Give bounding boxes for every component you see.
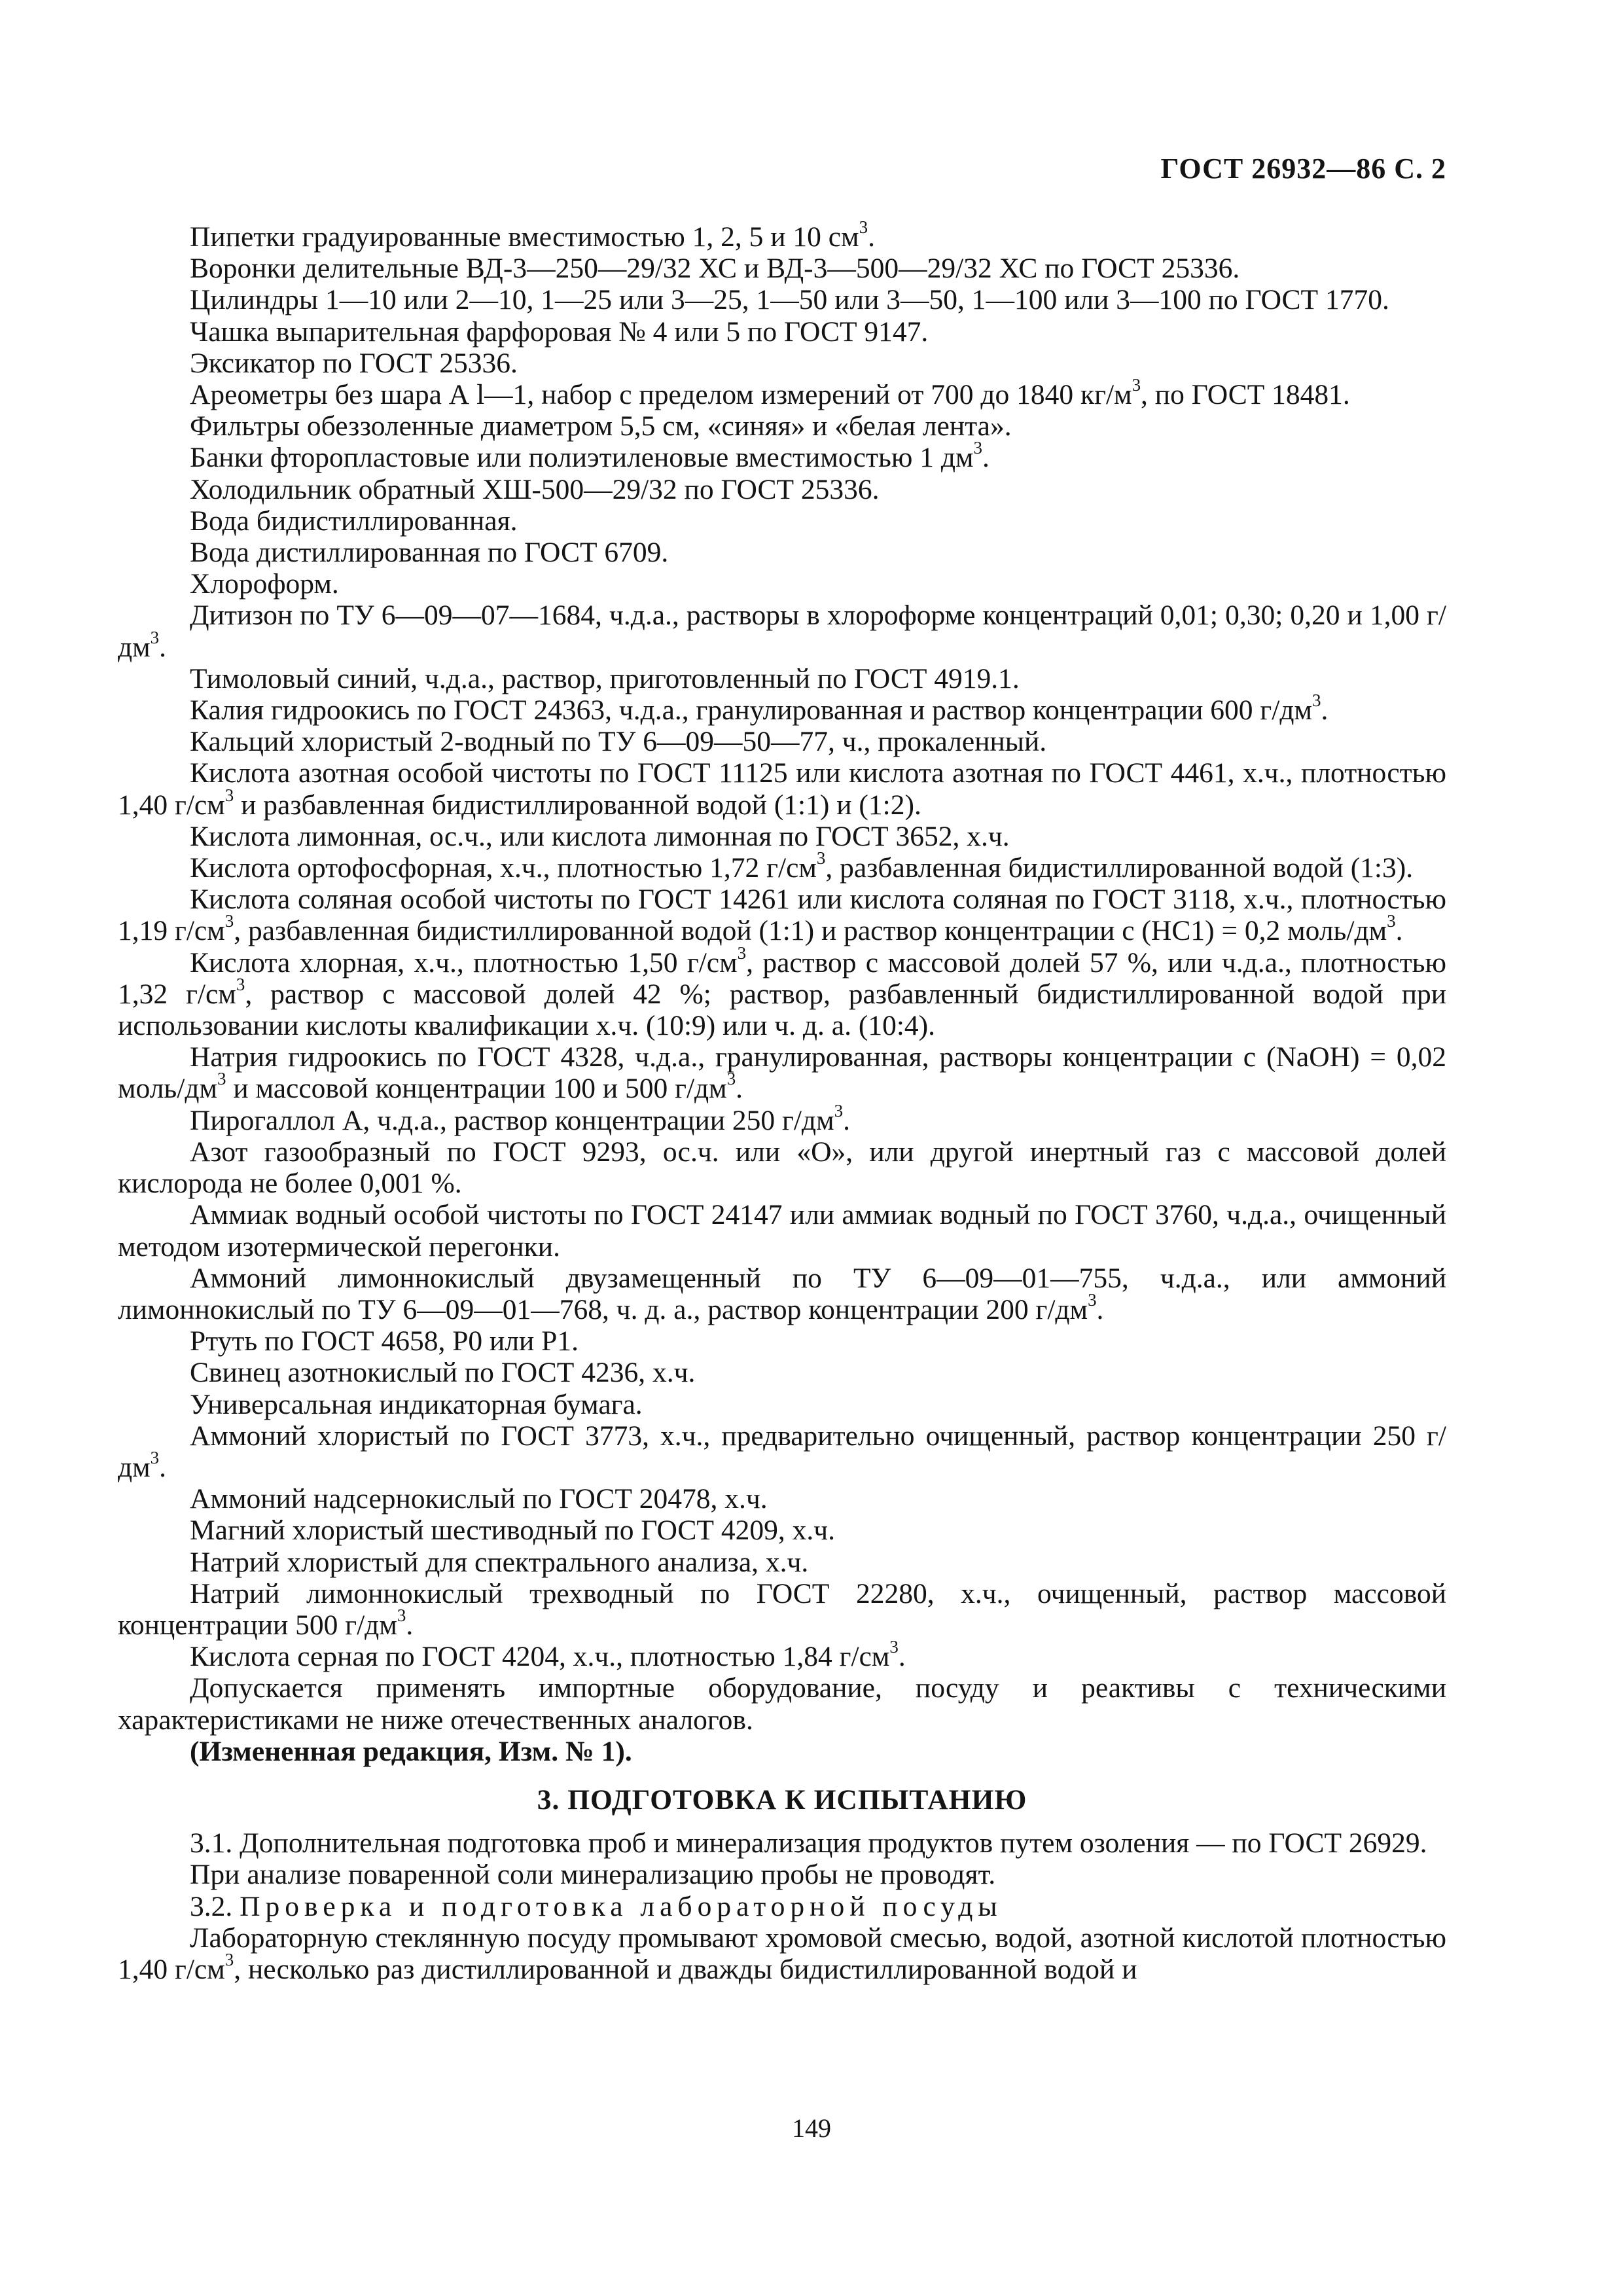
list-item: Натрия гидроокись по ГОСТ 4328, ч.д.а., гранулированная, растворы концентрации с (NaOH) = 0,02 моль/$дм^3$ и массовой концентрации 100 и 500 $г/дм^3$. [118, 1041, 1446, 1105]
list-item: Пирогаллол А, ч.д.а., раствор концентрации 250 $г/дм^3$. [190, 1100, 850, 1136]
list-item: Аммиак водный особой чистоты по ГОСТ 24147 или аммиак водный по ГОСТ 3760, ч.д.а., очищенный методом изотермической перегонки. [118, 1199, 1446, 1263]
subsection-title [118, 1891, 1446, 1922]
list-item: Чашка выпарительная фарфоровая № 4 или 5 по ГОСТ 9147. [190, 315, 929, 348]
list-item: Азот газообразный по ГОСТ 9293, ос.ч. или «О», или другой инертный газ с массовой долей кислорода не более 0,001 %. [118, 1136, 1446, 1200]
section-paragraph: 3.1. Дополнительная подготовка проб и минерализация продуктов путем озоления — по ГОСТ 26929. [190, 1827, 1427, 1859]
subsection-number: 3.2. [190, 1890, 233, 1922]
list-item: Магний хлористый шестиводный по ГОСТ 4209, х.ч. [190, 1515, 835, 1547]
list-item: Цилиндры 1—10 или 2—10, 1—25 или 3—25, 1—50 или 3—50, 1—100 или 3—100 по ГОСТ 1770. [190, 284, 1389, 316]
list-item: Кислота лимонная, ос.ч., или кислота лимонная по ГОСТ 3652, х.ч. [190, 820, 1010, 852]
list-item: Кислота хлорная, х.ч., плотностью 1,50 $г/см^3$, раствор с массовой долей 57 %, или ч.д.а., плотностью 1,32 $г/см^3$, раствор с массовой долей 42 %; раствор, разбавленный бидистиллированной водой при использовании кислоты квалификации х.ч. (10:9) или ч. д. а. (10:4). [118, 942, 1446, 1042]
document-body [118, 217, 1446, 1985]
list-item: Аммоний лимоннокислый двузамещенный по ТУ 6—09—01—755, ч.д.а., или аммоний лимоннокислый по ТУ 6—09—01—768, ч. д. а., раствор концентрации 200 $г/дм^3$. [118, 1262, 1446, 1325]
page-number: 149 [792, 2113, 831, 2143]
list-item: Натрий хлористый для спектрального анализа, х.ч. [190, 1546, 809, 1578]
list-item: Ареометры без шара А l—1, набор с пределом измерений от 700 до 1840 $кг/м^3$, по ГОСТ 18481. [190, 374, 1350, 411]
list-item: Вода дистиллированная по ГОСТ 6709. [190, 537, 669, 569]
section-paragraph: Лабораторную стеклянную посуду промывают хромовой смесью, водой, азотной кислотой плотностью 1,40 $г/см^3$, несколько раз дистиллированной и дважды бидистиллированной водой и [118, 1922, 1446, 1985]
reagent-list [118, 217, 1446, 1736]
list-item: Универсальная индикаторная бумага. [190, 1388, 643, 1420]
list-item: Воронки делительные ВД-3—250—29/32 ХС и ВД-3—500—29/32 ХС по ГОСТ 25336. [190, 253, 1240, 285]
section-heading: 3. ПОДГОТОВКА К ИСПЫТАНИЮ [537, 1784, 1027, 1816]
subsection-title-text: Проверка и подготовка лабораторной посуды [240, 1890, 1003, 1922]
list-item: Кислота азотная особой чистоты по ГОСТ 11125 или кислота азотная по ГОСТ 4461, х.ч., плотностью 1,40 $г/см^3$ и разбавленная бидистиллированной водой (1:1) и (1:2). [118, 757, 1446, 821]
list-item: Кислота ортофосфорная, х.ч., плотностью 1,72 $г/см^3$, разбавленная бидистиллированной водой (1:3). [190, 848, 1414, 884]
list-item: Тимоловый синий, ч.д.а., раствор, приготовленный по ГОСТ 4919.1. [190, 662, 1020, 694]
page-header: ГОСТ 26932—86 С. 2 [1160, 152, 1446, 185]
list-item: Калия гидроокись по ГОСТ 24363, ч.д.а., гранулированная и раствор концентрации 600 $г/дм^3$. [190, 690, 1329, 726]
list-item: Вода бидистиллированная. [190, 505, 518, 537]
list-item: Холодильник обратный ХШ-500—29/32 по ГОСТ 25336. [190, 473, 880, 505]
list-item: Дитизон по ТУ 6—09—07—1684, ч.д.а., растворы в хлороформе концентраций 0,01; 0,30; 0,20 и 1,00 $г/дм^3$. [118, 600, 1446, 663]
list-item: Хлороформ. [190, 568, 339, 600]
list-item: Натрий лимоннокислый трехводный по ГОСТ 22280, х.ч., очищенный, раствор массовой концентрации 500 $г/дм^3$. [118, 1577, 1446, 1641]
list-item: Аммоний хлористый по ГОСТ 3773, х.ч., предварительно очищенный, раствор концентрации 250 $г/дм^3$. [118, 1420, 1446, 1483]
list-item: Кислота соляная особой чистоты по ГОСТ 14261 или кислота соляная по ГОСТ 3118, х.ч., плотностью 1,19 $г/см^3$, разбавленная бидистиллированной водой (1:1) и раствор концентрации с (НС1) = 0,2 моль/$дм^3$. [118, 884, 1446, 947]
list-item: Аммоний надсернокислый по ГОСТ 20478, х.ч. [190, 1483, 768, 1515]
section-paragraph: При анализе поваренной соли минерализацию пробы не проводят. [190, 1859, 996, 1891]
list-item: Свинец азотнокислый по ГОСТ 4236, х.ч. [190, 1357, 696, 1389]
list-item: Кислота серная по ГОСТ 4204, х.ч., плотностью 1,84 $г/см^3$. [190, 1636, 906, 1673]
list-item: Допускается применять импортные оборудование, посуду и реактивы с техническими характеристиками не ниже отечественных аналогов. [118, 1672, 1446, 1736]
list-item: Ртуть по ГОСТ 4658, Р0 или Р1. [190, 1325, 579, 1357]
list-item: Пипетки градуированные вместимостью 1, 2, 5 и 10 $см^3$. [190, 217, 875, 253]
list-item: Банки фторопластовые или полиэтиленовые вместимостью 1 $дм^3$. [190, 438, 990, 474]
list-item: Фильтры обеззоленные диаметром 5,5 см, «синяя» и «белая лента». [190, 410, 1012, 442]
list-item: Кальций хлористый 2-водный по ТУ 6—09—50—77, ч., прокаленный. [190, 726, 1047, 758]
list-item: Эксикатор по ГОСТ 25336. [190, 347, 518, 379]
amendment-note: (Измененная редакция, Изм. № 1). [190, 1735, 632, 1767]
